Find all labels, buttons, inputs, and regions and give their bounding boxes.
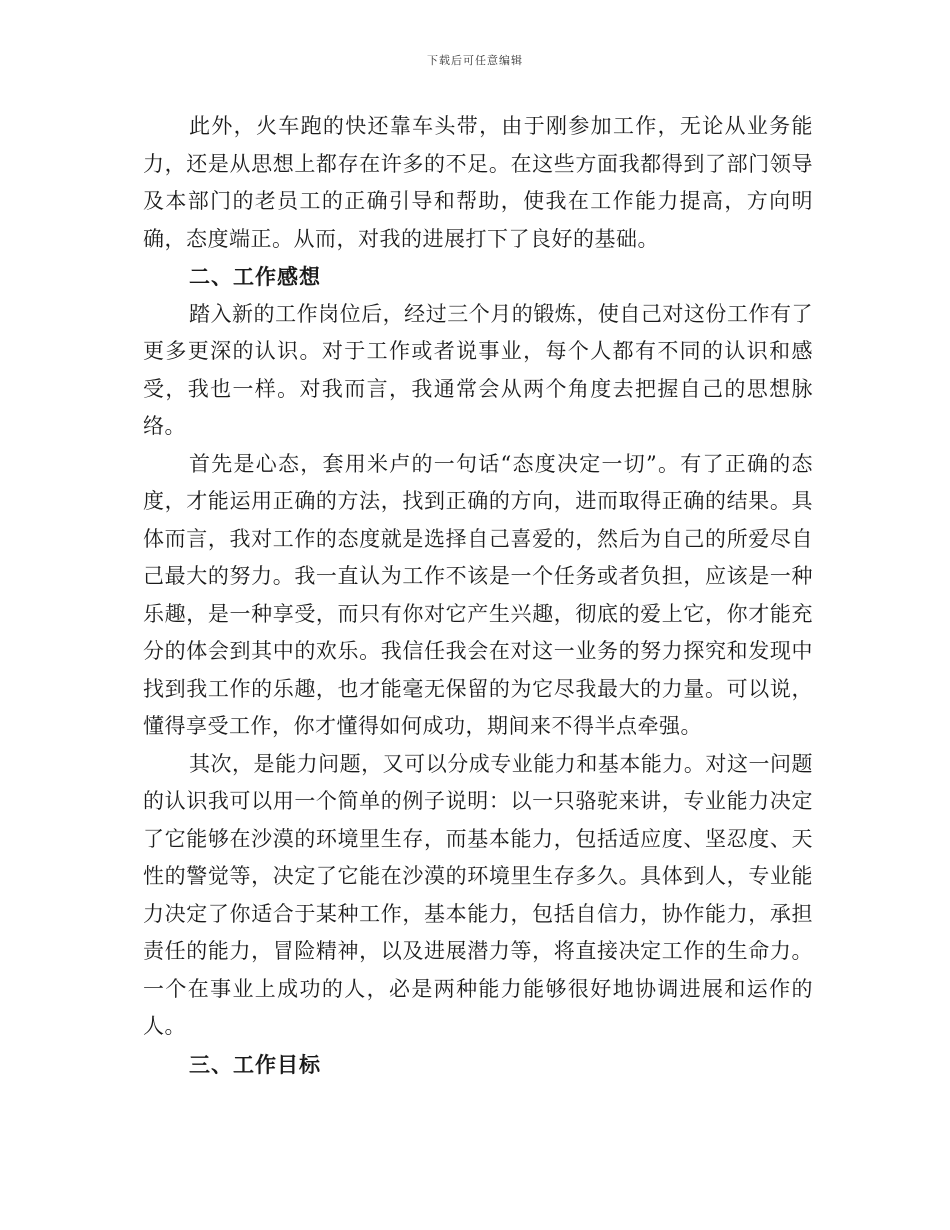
paragraph-attitude: 首先是心态，套用米卢的一句话“态度决定一切”。有了正确的态度，才能运用正确的方法，找到正确的方向，进而取得正确的结果。具体而言，我对工作的态度就是选择自己喜爱的，然后为自己的所爱尽自己最大的努力。我一直认为工作不该是一个任务或者负担，应该是一种乐趣，是一种享受，而只有你对它产生兴趣，彻底的爱上它，你才能充分的体会到其中的欢乐。我信任我会在对这一业务的努力探究和发现中找到我工作的乐趣，也才能毫无保留的为它尽我最大的力量。可以说，懂得享受工作，你才懂得如何成功，期间来不得半点牵强。 xyxy=(143,451,813,738)
header-note: 下载后可任意编辑 xyxy=(427,54,523,67)
section-heading-work-feelings: 二、工作感想 xyxy=(189,264,321,289)
paragraph-new-position: 踏入新的工作岗位后，经过三个月的锻炼，使自己对这份工作有了更多更深的认识。对于工作或者说事业，每个人都有不同的认识和感受，我也一样。对我而言，我通常会从两个角度去把握自己的思想脉络。 xyxy=(143,301,813,438)
document-body xyxy=(143,108,813,1083)
section-heading-work-goals: 三、工作目标 xyxy=(189,1051,321,1077)
paragraph-support: 此外，火车跑的快还靠车头带，由于刚参加工作，无论从业务能力，还是从思想上都存在许多的不足。在这些方面我都得到了部门领导及本部门的老员工的正确引导和帮助，使我在工作能力提高，方向明确，态度端正。从而，对我的进展打下了良好的基础。 xyxy=(143,114,813,251)
paragraph-ability: 其次，是能力问题，又可以分成专业能力和基本能力。对这一问题的认识我可以用一个简单的例子说明：以一只骆驼来讲，专业能力决定了它能够在沙漠的环境里生存，而基本能力，包括适应度、坚忍度、天性的警觉等，决定了它能在沙漠的环境里生存多久。具体到人，专业能力决定了你适合于某种工作，基本能力，包括自信力，协作能力，承担责任的能力，冒险精神，以及进展潜力等，将直接决定工作的生命力。一个在事业上成功的人，必是两种能力能够很好地协调进展和运作的人。 xyxy=(143,751,813,1038)
